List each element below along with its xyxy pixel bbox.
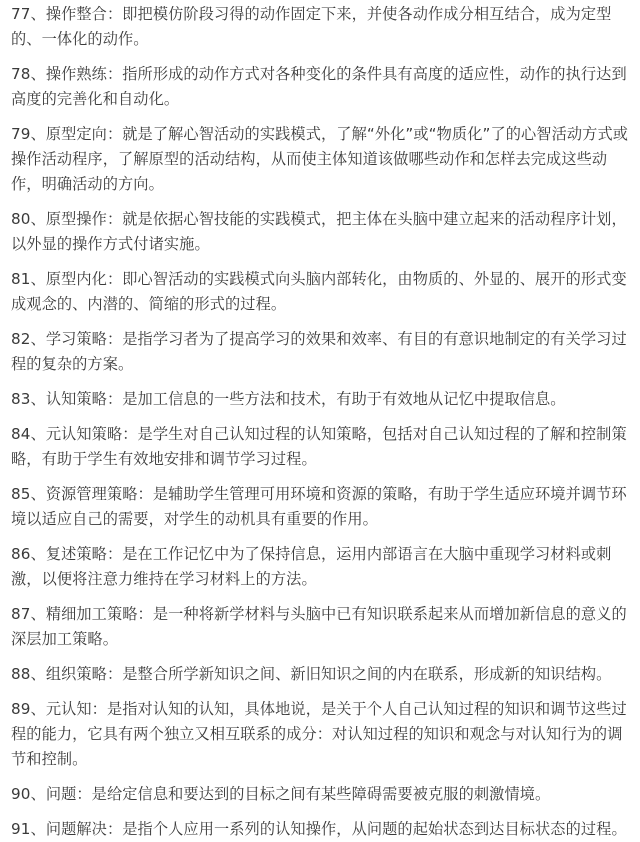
definition-89: 89、元认知：是指对认知的认知，具体地说，是关于个人自己认知过程的知识和调节这些过程的能力，它具有两个独立又相互联系的成分：对认知过程的知识和观念与对认知行为的调节和控制。 [11,700,627,768]
definition-82: 82、学习策略：是指学习者为了提高学习的效果和效率、有目的有意识地制定的有关学习过程的复杂的方案。 [11,330,627,373]
definition-87: 87、精细加工策略：是一种将新学材料与头脑中已有知识联系起来从而增加新信息的意义的深层加工策略。 [11,605,627,648]
definition-81: 81、原型内化：即心智活动的实践模式向头脑内部转化，由物质的、外显的、展开的形式变成观念的、内潜的、简缩的形式的过程。 [11,270,627,313]
definition-91: 91、问题解决：是指个人应用一系列的认知操作，从问题的起始状态到达目标状态的过程。 [11,820,627,838]
definition-77: 77、操作整合：即把模仿阶段习得的动作固定下来，并使各动作成分相互结合，成为定型的、一体化的动作。 [11,5,612,48]
definition-85: 85、资源管理策略：是辅助学生管理可用环境和资源的策略，有助于学生适应环境并调节环境以适应自己的需要，对学生的动机具有重要的作用。 [11,485,627,528]
definition-79: 79、原型定向：就是了解心智活动的实践模式，了解“外化”或“物质化”了的心智活动方式或操作活动程序，了解原型的活动结构，从而使主体知道该做哪些动作和怎样去完成这些动作，明确活动的方向。 [11,125,629,193]
definition-78: 78、操作熟练：指所形成的动作方式对各种变化的条件具有高度的适应性，动作的执行达到高度的完善化和自动化。 [11,65,627,108]
definition-80: 80、原型操作：就是依据心智技能的实践模式，把主体在头脑中建立起来的活动程序计划，以外显的操作方式付诸实施。 [11,210,627,253]
definition-86: 86、复述策略：是在工作记忆中为了保持信息，运用内部语言在大脑中重现学习材料或刺激，以便将注意力维持在学习材料上的方法。 [11,545,612,588]
definition-83: 83、认知策略：是加工信息的一些方法和技术，有助于有效地从记忆中提取信息。 [11,390,566,408]
definition-84: 84、元认知策略：是学生对自己认知过程的认知策略，包括对自己认知过程的了解和控制策略，有助于学生有效地安排和调节学习过程。 [11,425,627,468]
definition-90: 90、问题：是给定信息和要达到的目标之间有某些障碍需要被克服的刺激情境。 [11,785,551,803]
definition-88: 88、组织策略：是整合所学新知识之间、新旧知识之间的内在联系，形成新的知识结构。 [11,665,612,683]
